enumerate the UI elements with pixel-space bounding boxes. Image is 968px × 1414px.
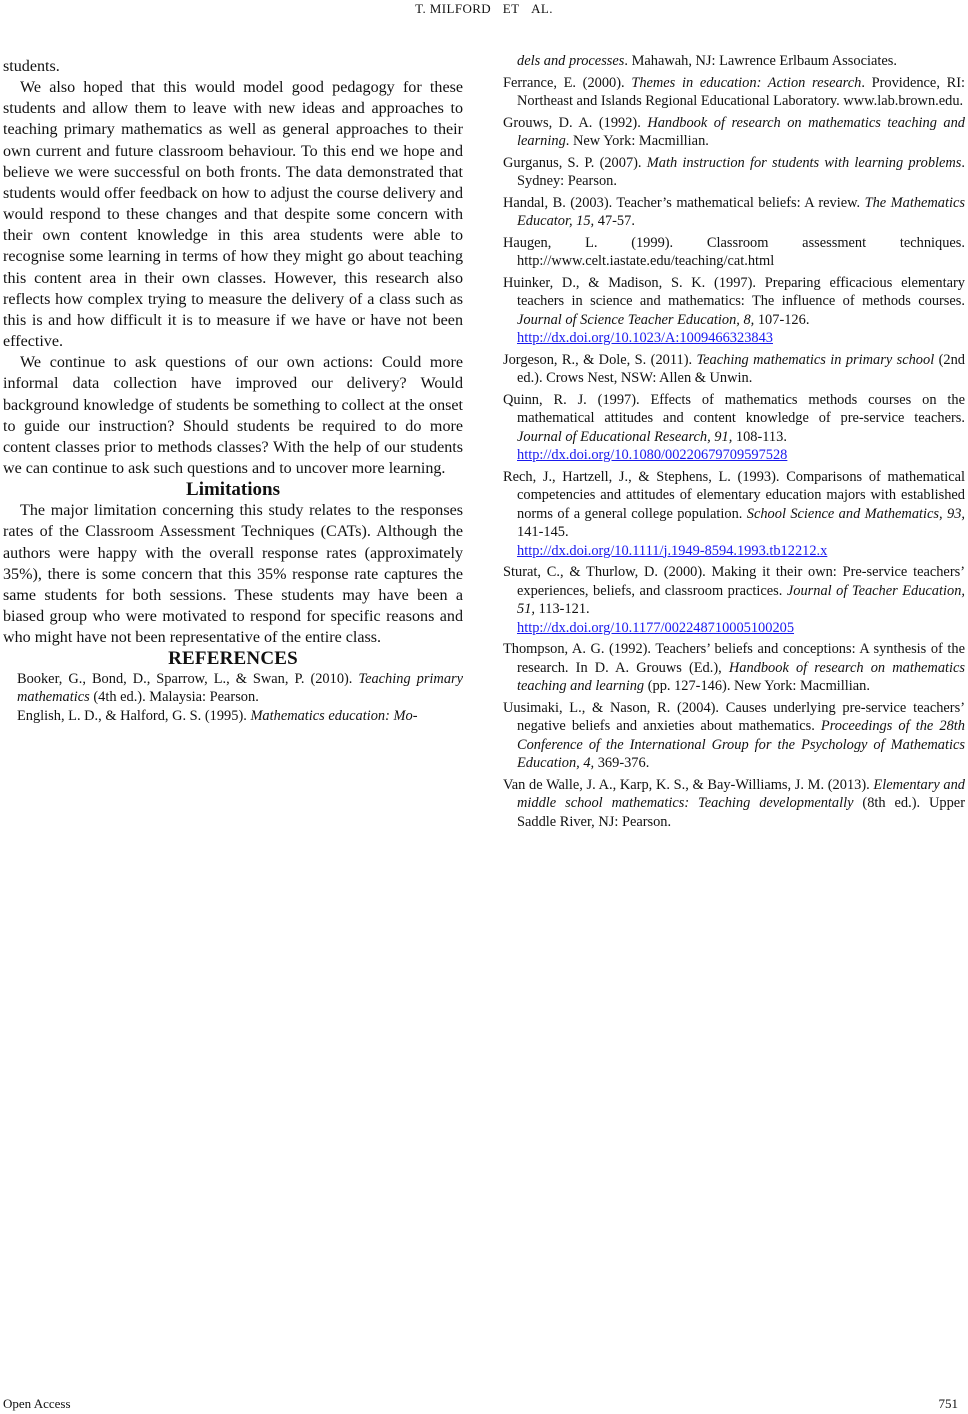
reference-entry xyxy=(503,640,965,696)
reference-text: (8th ed.). Upper Saddle River, NJ: Pearson. xyxy=(517,795,965,830)
reference-entry xyxy=(503,776,965,832)
running-head-author: T. MILFORD xyxy=(415,1,492,16)
reference-entry xyxy=(503,563,965,637)
reference-text: Sturat, C., & Thurlow, D. (2000). Making it their own: Pre-service teachers’ experiences, beliefs, and classroom practices. xyxy=(503,564,965,599)
reference-text: (2nd ed.). Crows Nest, NSW: Allen & Unwin. xyxy=(517,351,965,386)
reference-title: Journal of Science Teacher Education, 8, xyxy=(517,311,755,328)
paragraph-limitations: The major limitation concerning this study relates to the responses rates of the Classroom Assessment Techniques (CATs). Although the authors were happy with the overall response rates (approximately 35%), there is some concern that this 35% response rate captures the same students for both sessions. These students may have been a biased group who were motivated to respond for specific reasons and who might have not been representative of the entire class. xyxy=(3,502,463,647)
reference-text: Haugen, L. (1999). Classroom assessment techniques. http://www.celt.iastate.edu/teaching/cat.html xyxy=(503,234,965,269)
reference-title: Elementary and middle school mathematics: Teaching developmentally xyxy=(517,776,966,811)
reference-text: . Providence, RI: Northeast and Islands Regional Educational Laboratory. www.lab.brown.edu. xyxy=(517,74,965,109)
reference-title: The Mathematics Educator, 15, xyxy=(517,194,965,229)
reference-title: Journal of Educational Research, 91, xyxy=(517,428,733,445)
reference-title: Mathematics education: Mo- xyxy=(250,707,418,724)
reference-text: 141-145. xyxy=(517,524,569,540)
reference-text: Jorgeson, R., & Dole, S. (2011). xyxy=(503,351,697,368)
reference-text: Uusimaki, L., & Nason, R. (2004). Causes underlying pre-service teachers’ negative beliefs and anxieties about mathematics. xyxy=(503,699,965,734)
limitations-heading: Limitations xyxy=(186,479,280,501)
reference-text: (pp. 127-146). New York: Macmillian. xyxy=(644,678,870,694)
reference-text: . New York: Macmillian. xyxy=(565,133,709,149)
reference-text: English, L. D., & Halford, G. S. (1995). xyxy=(17,707,251,724)
reference-entry xyxy=(503,52,965,71)
right-column xyxy=(503,52,965,834)
footer-journal: Open Access xyxy=(3,1396,71,1411)
running-head-al: AL. xyxy=(531,1,553,16)
reference-entry xyxy=(503,468,965,561)
reference-text: 107-126. xyxy=(754,311,810,328)
page-footer xyxy=(0,1396,968,1414)
reference-text: Rech, J., Hartzell, J., & Stephens, L. (1993). Comparisons of mathematical competencies and attitudes of elementary education majors with established norms of a general college population. xyxy=(503,468,965,522)
reference-title: Themes in education: Action research xyxy=(631,74,862,91)
reference-title: Handbook of research on mathematics teaching and learning xyxy=(517,114,965,149)
reference-title: Journal of Teacher Education, 51, xyxy=(517,582,965,617)
reference-text: Handal, B. (2003). Teacher’s mathematical beliefs: A review. xyxy=(503,194,865,211)
reference-text: 108-113. xyxy=(732,428,787,445)
reference-text: (4th ed.). Malaysia: Pearson. xyxy=(89,689,259,706)
reference-text: Thompson, A. G. (1992). Teachers’ beliefs and conceptions: A synthesis of the research. In D. A. Grouws (Ed.), xyxy=(503,641,965,676)
page-number: 751 xyxy=(938,1396,958,1411)
reference-text: Ferrance, E. (2000). xyxy=(503,74,632,91)
reference-text: 47-57. xyxy=(594,213,635,229)
reference-text: 113-121. xyxy=(535,601,590,617)
reference-entry xyxy=(503,274,965,348)
reference-title: Handbook of research on mathematics teaching and learning xyxy=(517,659,965,694)
doi-link[interactable]: http://dx.doi.org/10.1111/j.1949-8594.1993.tb12212.x xyxy=(517,542,828,559)
reference-text: Huinker, D., & Madison, S. K. (1997). Preparing efficacious elementary teachers in science and mathematics: The influence of methods courses. xyxy=(503,274,965,309)
doi-link[interactable]: http://dx.doi.org/10.1080/00220679709597528 xyxy=(517,447,788,463)
reference-entry xyxy=(503,391,965,465)
paragraph-pedagogy: We also hoped that this would model good pedagogy for these students and allow them to leave with new ideas and approaches to teaching primary mathematics as well as general approaches to their own current and future classroom behaviour. To this end we hope and believe we were successful on both fronts. The data demonstrated that students would offer feedback on how to adjust the course delivery and would respond to these changes and that despite some concern with their own content knowledge in this area students were able to recognise some learning in terms of how they might go about teaching this content area in their own classes. However, this research also reflects how complex trying to measure the delivery of a class such as this is and how difficult it is to measure if we have or have not been effective. xyxy=(3,79,463,351)
paragraph-questions: We continue to ask questions of our own actions: Could more informal data collection have improved our delivery? Would background knowledge of students be something to collect at the onset to guide our instruction? Should students be required to do more content classes prior to methods classes? With the help of our students we can continue to ask such questions and to uncover more learning. xyxy=(3,354,463,477)
reference-text: Gurganus, S. P. (2007). xyxy=(503,154,647,171)
reference-title: School Science and Mathematics, 93, xyxy=(746,505,965,522)
left-column xyxy=(3,56,463,725)
running-head-et: ET xyxy=(502,1,520,16)
reference-entry xyxy=(503,699,965,773)
reference-entry xyxy=(503,194,965,231)
reference-title: Teaching mathematics in primary school xyxy=(696,351,935,368)
references-list-left xyxy=(3,670,463,726)
reference-text: . Sydney: Pearson. xyxy=(517,154,965,189)
references-heading: REFERENCES xyxy=(168,648,298,670)
reference-text: Grouws, D. A. (1992). xyxy=(503,114,648,131)
reference-text: Van de Walle, J. A., Karp, K. S., & Bay-Williams, J. M. (2013). xyxy=(503,776,874,793)
reference-text: Quinn, R. J. (1997). Effects of mathematics methods courses on the mathematical attitudes and content knowledge of pre-service teachers. xyxy=(503,391,965,426)
reference-text: Booker, G., Bond, D., Sparrow, L., & Swan, P. (2010). xyxy=(17,670,359,687)
reference-entry xyxy=(503,234,965,271)
reference-entry xyxy=(3,670,463,707)
reference-title: Proceedings of the 28th Conference of the International Group for the Psychology of Mathematics Education, 4, xyxy=(517,718,965,771)
paragraph-students: students. xyxy=(3,58,60,75)
reference-entry xyxy=(503,74,965,111)
reference-text: 369-376. xyxy=(594,755,650,771)
reference-entry xyxy=(503,154,965,191)
running-head xyxy=(0,0,968,18)
reference-title: dels and processes xyxy=(517,53,625,69)
references-list-right xyxy=(503,52,965,831)
reference-entry xyxy=(503,351,965,388)
reference-entry xyxy=(3,707,463,726)
reference-entry xyxy=(503,114,965,151)
doi-link[interactable]: http://dx.doi.org/10.1177/002248710005100205 xyxy=(517,619,795,636)
doi-link[interactable]: http://dx.doi.org/10.1023/A:1009466323843 xyxy=(517,330,773,346)
reference-title: Teaching primary mathematics xyxy=(17,670,464,706)
reference-text: . Mahawah, NJ: Lawrence Erlbaum Associates. xyxy=(624,53,897,69)
reference-title: Math instruction for students with learning problems xyxy=(646,154,962,171)
